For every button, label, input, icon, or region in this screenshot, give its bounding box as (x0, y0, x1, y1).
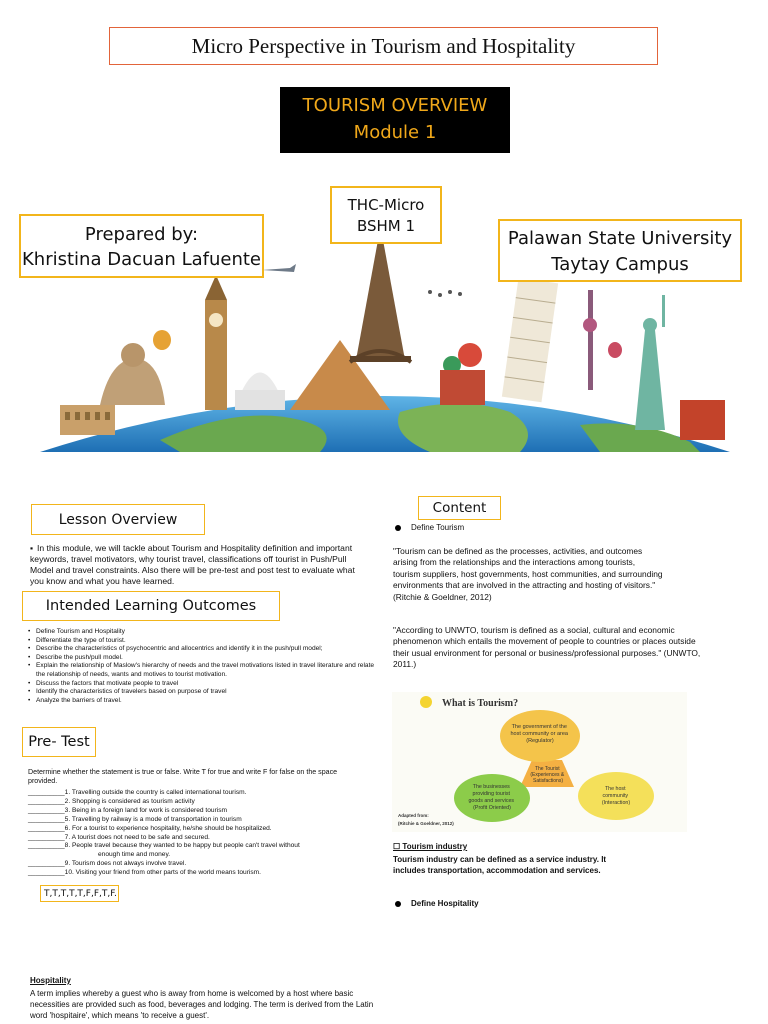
hospitality-title: Hospitality (30, 976, 71, 985)
define-tourism-item (395, 523, 464, 532)
course-code: THC-Micro (347, 196, 425, 214)
define-hospitality-item (395, 899, 479, 908)
define-tourism-label: Define Tourism (411, 523, 465, 532)
prepared-by-label: Prepared by: (84, 224, 199, 245)
list-item: • Explain the relationship of Maslow's hierarchy of needs and the travel motivations listed in travel literature and relate the relationship of needs, wants and motives to tourist motivation. (28, 662, 378, 679)
list-item: __________6. For a tourist to experience hospitality, he/she should be hospitalized. (28, 824, 272, 832)
list-item: • Identify the characteristics of travelers based on purpose of travel (28, 688, 378, 697)
module-title: TOURISM OVERVIEW (302, 95, 488, 116)
diagram-label: community (602, 793, 629, 799)
tourism-quote-ritchie: "Tourism can be defined as the processes, activities, and outcomes arising from the relationships and the interactions among tourists, tourism suppliers, host governments, host communities, and surrounding environments that are involved in the attracting and hosting of visitors." (Ritchie & Goeldner, 2012) (393, 546, 663, 602)
lesson-overview-paragraph: In this module, we will tackle about Tourism and Hospitality definition and important keywords, travel motivators, why tourist travel, classifications off tourist in Push/Pull Model and travel constraints. Also there will be pre-test and post test to evaluate what you know and what you have learned. (30, 543, 355, 586)
school-name: Palawan State University (507, 228, 733, 249)
list-item: __________7. A tourist does not need to be safe and secured. (28, 833, 210, 841)
list-item: enough time and money. (98, 851, 171, 859)
module-banner (280, 87, 510, 153)
list-item: __________3. Being in a foreign land for work is considered tourism (28, 806, 228, 814)
svg-text:Adapted from: (Ritchie & G (398, 813, 454, 826)
list-item: __________2. Shopping is considered as tourism activity (28, 797, 195, 805)
list-item: __________1. Travelling outside the country is called international tourism. (28, 789, 247, 796)
campus-name: Taytay Campus (551, 254, 689, 275)
ilo-list (28, 628, 378, 705)
diagram-marker-icon (420, 696, 432, 708)
tourism-diagram (392, 692, 687, 832)
module-number: Module 1 (353, 122, 437, 143)
lesson-overview-heading: Lesson Overview (31, 504, 205, 535)
pretest-heading: Pre- Test (22, 727, 96, 757)
diagram-label: (Interaction) (601, 800, 631, 806)
list-item: __________9. Tourism does not always involve travel. (28, 860, 187, 868)
diagram-label: providing tourist (472, 791, 510, 797)
pretest-answers: T,T,T,T,T,F,F,T,F. (40, 885, 119, 902)
diagram-label: The host (604, 786, 626, 792)
diagram-source-label: Adapted from: (398, 813, 429, 818)
define-hospitality-label: Define Hospitality (411, 899, 479, 908)
content-heading: Content (418, 496, 501, 520)
list-item: __________10. Visiting your friend from other parts of the world means tourism. (28, 869, 261, 877)
svg-text:The Tourist (Experiences & (530, 766, 565, 784)
diagram-label: goods and services (468, 798, 515, 804)
school-box (498, 219, 742, 282)
lesson-overview-text (30, 543, 370, 587)
diagram-label: The Tourist (534, 766, 560, 772)
diagram-label: (Regulator) (526, 738, 554, 744)
diagram-source-citation: (Ritchie & Goeldner, 2012) (398, 821, 454, 826)
list-item: • Describe the push/pull model. (28, 654, 378, 663)
diagram-label: Satisfactions) (532, 778, 564, 784)
diagram-title: What is Tourism? (442, 698, 519, 709)
list-item: • Define Tourism and Hospitality (28, 628, 378, 637)
bullet-icon (395, 901, 401, 907)
course-program: BSHM 1 (356, 217, 416, 235)
diagram-label: host community or area (510, 731, 568, 737)
list-item: __________8. People travel because they wanted to be happy but people can't travel without (28, 842, 300, 850)
diagram-label: (Profit Oriented) (473, 805, 511, 811)
svg-text:The host community (In (602, 786, 630, 806)
list-item: __________5. Travelling by railway is a mode of transportation in tourism (28, 815, 242, 823)
ilo-heading: Intended Learning Outcomes (22, 591, 280, 621)
prepared-by-box (19, 214, 264, 278)
diagram-label: The government of the (511, 724, 567, 730)
bullet-icon: ▪ (30, 543, 34, 553)
tourism-industry-title: ☐ Tourism industry (393, 842, 468, 851)
course-code-box (330, 186, 442, 244)
tourism-industry-text: Tourism industry can be defined as a service industry. It includes transportation, accommodation and services. (393, 855, 607, 875)
author-name: Khristina Dacuan Lafuente (22, 249, 261, 270)
pretest-instructions: Determine whether the statement is true or false. Write T for true and write F for false on the space provided. (28, 768, 338, 786)
diagram-label: (Experiences & (530, 772, 565, 778)
svg-text:The businesses providing t (468, 784, 515, 811)
pretest-list (28, 789, 373, 878)
page-title: Micro Perspective in Tourism and Hospitality (109, 27, 658, 65)
list-item: • Discuss the factors that motivate people to travel (28, 680, 378, 689)
list-item: • Analyze the barriers of travel. (28, 697, 378, 706)
hospitality-definition: A term implies whereby a guest who is away from home is welcomed by a host where basic necessities are provided such as food, beverages and lodging. The term is derived from the Latin word 'hospitaire', which means 'to receive a guest'. (30, 989, 374, 1020)
bullet-icon (395, 525, 401, 531)
diagram-label: The businesses (472, 784, 510, 790)
tourism-quote-unwto: "According to UNWTO, tourism is defined as a social, cultural and economic phenomenon which entails the movement of people to countries or places outside their usual environment for personal or business/professional purposes." (UNWTO, 2011.) (393, 625, 701, 670)
list-item: • Describe the characteristics of psychocentric and allocentrics and identify it in the push/pull model; (28, 645, 378, 654)
list-item: • Differentiate the type of tourist. (28, 637, 378, 646)
